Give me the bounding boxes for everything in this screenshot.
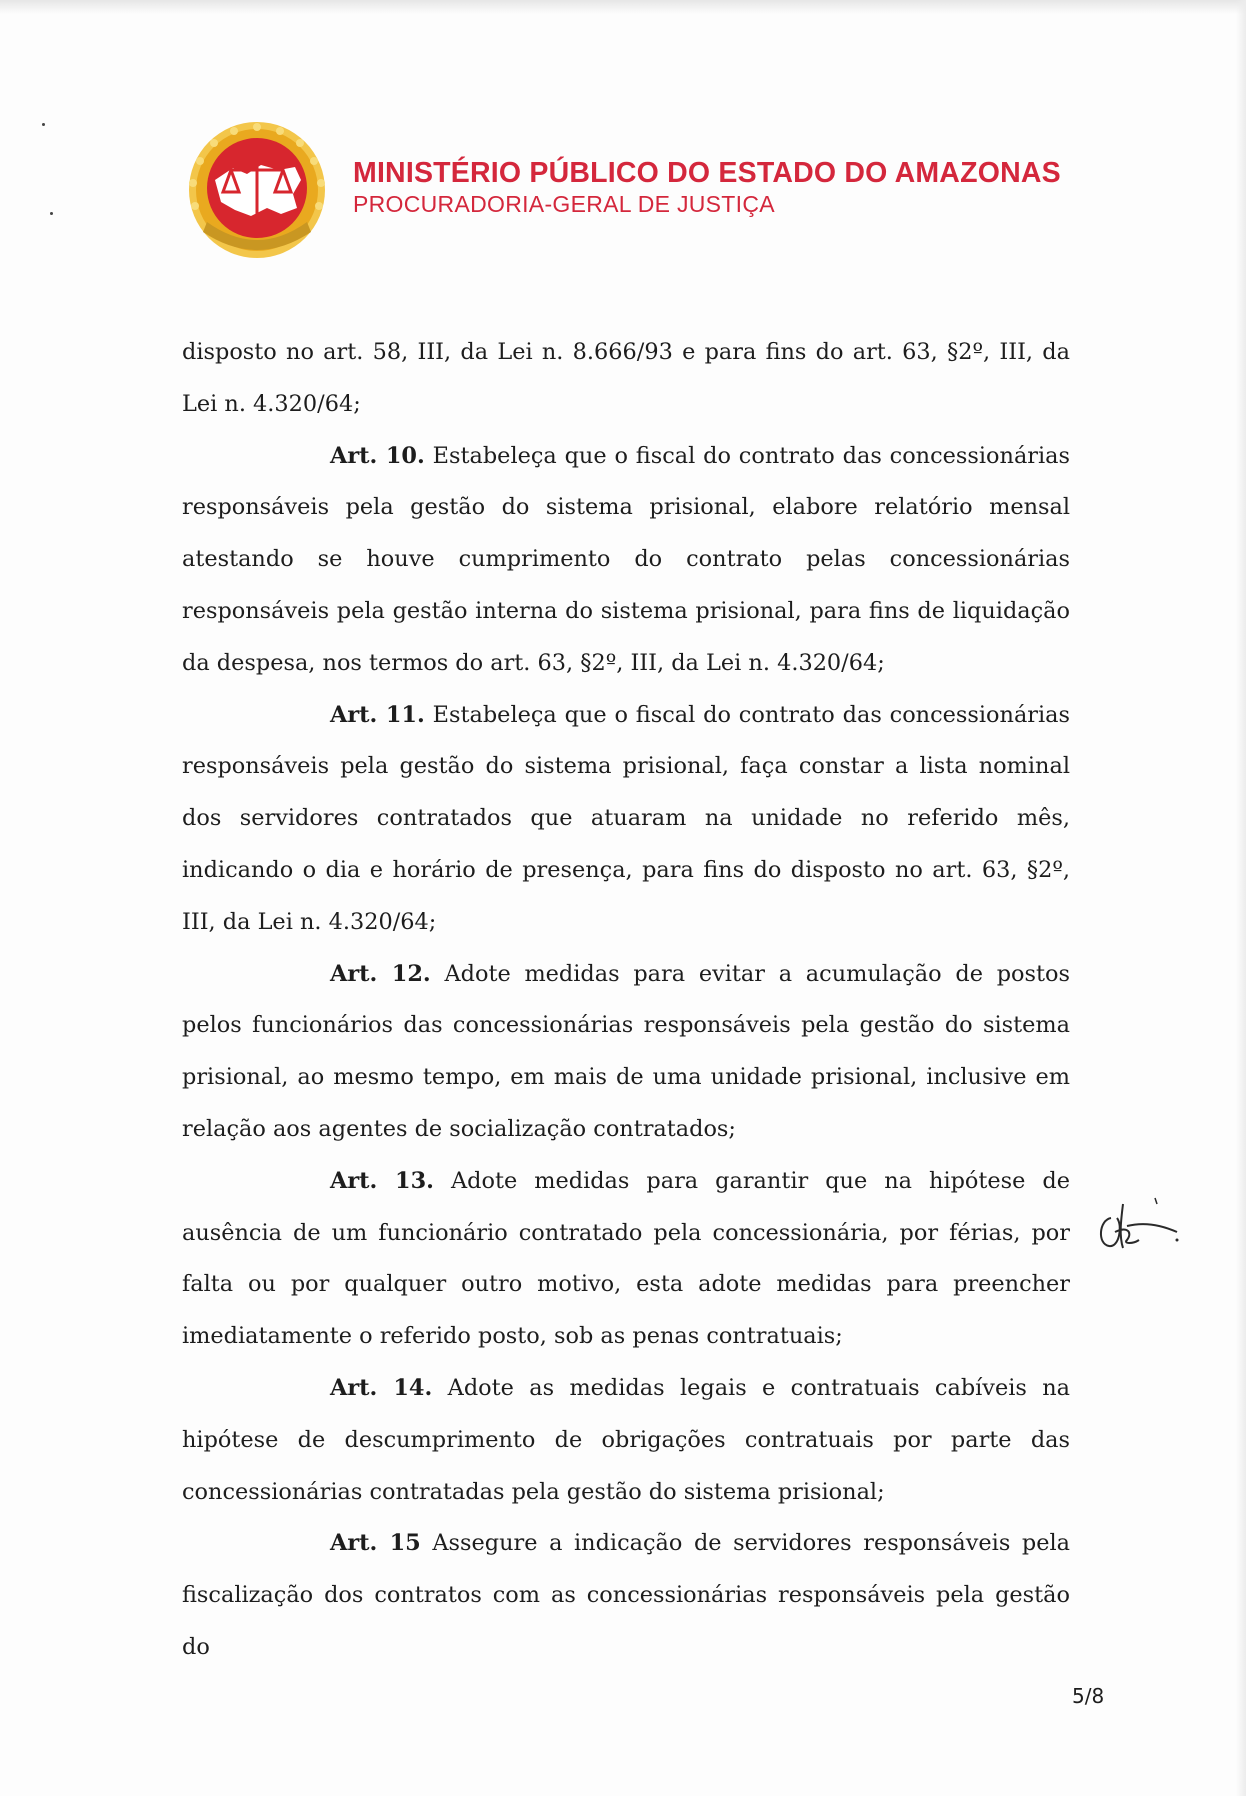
article-text: Assegure a indicação de servidores responsáveis pela fiscalização dos contratos com as concessionárias responsáveis pela gestão do — [182, 1530, 1070, 1660]
scan-speck — [42, 123, 45, 126]
justice-scales-seal-icon — [185, 118, 330, 263]
article-13 — [182, 1156, 1070, 1363]
article-label: Art. 12. — [330, 960, 431, 987]
article-label: Art. 15 — [330, 1530, 421, 1557]
scan-edge-top — [0, 0, 1246, 14]
article-12 — [182, 949, 1070, 1156]
article-text: Estabeleça que o fiscal do contrato das concessionárias responsáveis pela gestão do sistema prisional, faça constar a lista nominal dos servidores contratados que atuaram na unidade no referido mês, indicando o dia e horário de presença, para fins do disposto no art. 63, §2º, III, da Lei n. 4.320/64; — [182, 701, 1070, 935]
letterhead — [185, 118, 1085, 268]
article-text: Adote medidas para evitar a acumulação de postos pelos funcionários das concessionárias responsáveis pela gestão do sistema prisional, ao mesmo tempo, em mais de uma unidade prisional, inclusive em relação aos agentes de socialização contratados; — [182, 960, 1070, 1142]
scan-speck — [50, 212, 53, 215]
article-text: Estabeleça que o fiscal do contrato das concessionárias responsáveis pela gestão do sistema prisional, elabore relatório mensal atestando se houve cumprimento do contrato pelas concessionárias responsáveis pela gestão interna do sistema prisional, para fins de liquidação da despesa, nos termos do art. 63, §2º, III, da Lei n. 4.320/64; — [182, 442, 1070, 676]
org-subtitle: PROCURADORIA-GERAL DE JUSTIÇA — [353, 191, 775, 217]
handwritten-initials-signature — [1093, 1196, 1183, 1260]
article-text: Adote medidas para garantir que na hipótese de ausência de um funcionário contratado pela concessionária, por férias, por falta ou por qualquer outro motivo, esta adote medidas para preencher imediatamente o referido posto, sob as penas contratuais; — [182, 1167, 1071, 1350]
org-name: MINISTÉRIO PÚBLICO DO ESTADO DO AMAZONAS — [353, 157, 1061, 189]
article-11 — [182, 690, 1070, 949]
article-label: Art. 11. — [330, 701, 425, 728]
article-14 — [182, 1363, 1070, 1518]
article-15 — [182, 1518, 1070, 1673]
article-text: Adote as medidas legais e contratuais cabíveis na hipótese de descumprimento de obrigações contratuais por parte das concessionárias contratadas pela gestão do sistema prisional; — [182, 1374, 1070, 1505]
page-number: 5/8 — [1072, 1684, 1105, 1708]
paragraph-continuation: disposto no art. 58, III, da Lei n. 8.666/93 e para fins do art. 63, §2º, III, da Lei n. 4.320/64; — [182, 339, 1070, 417]
article-label: Art. 10. — [330, 442, 425, 469]
document-body — [182, 327, 1070, 1674]
article-label: Art. 13. — [330, 1167, 434, 1194]
scan-edge-right — [1236, 0, 1246, 1796]
article-label: Art. 14. — [330, 1374, 433, 1401]
article-10 — [182, 431, 1070, 690]
letterhead-text — [353, 156, 1061, 218]
